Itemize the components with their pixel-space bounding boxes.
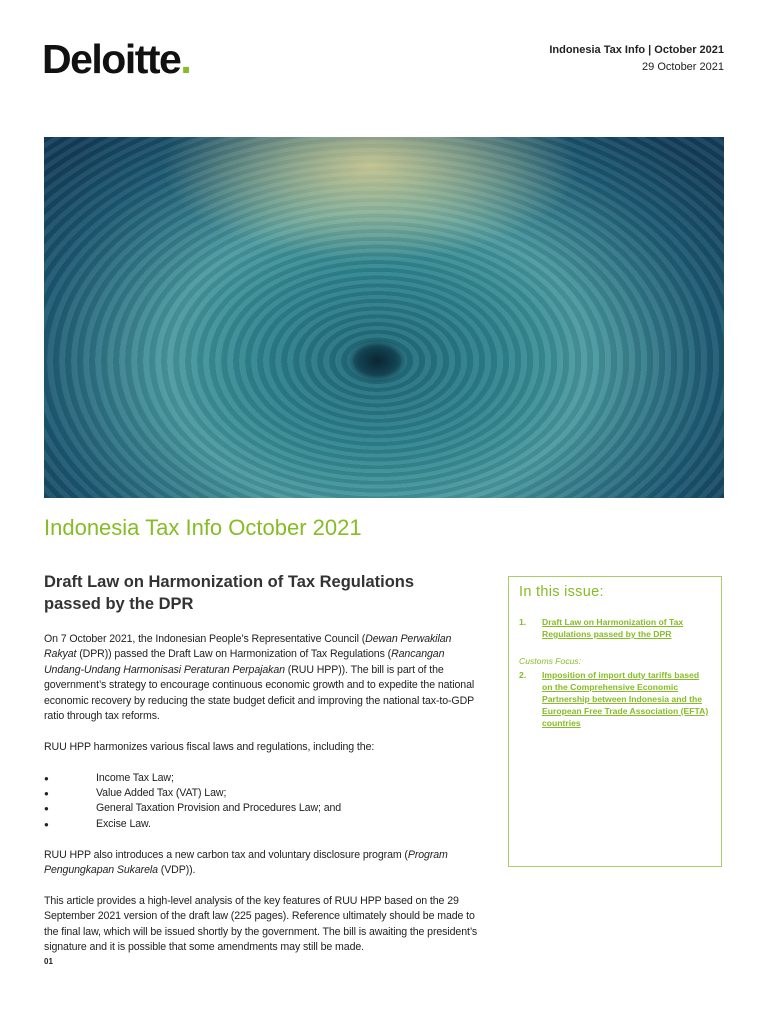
list-item: ● Value Added Tax (VAT) Law; [44, 786, 484, 801]
page-number: 01 [44, 957, 53, 967]
paragraph-3 [44, 848, 484, 879]
text-segment: RUU HPP also introduces a new carbon tax and voluntary disclosure program ( [44, 848, 408, 861]
text-segment: On 7 October 2021, the Indonesian People’s Representative Council ( [44, 633, 366, 645]
section-label: Customs Focus: [519, 656, 582, 666]
issue-number: 1. [519, 617, 527, 627]
header-info: Indonesia Tax Info | October 2021 29 October 2021 [549, 42, 724, 76]
article-body [44, 632, 484, 967]
italic-term: Dewan Perwakilan Rakyat [44, 633, 452, 661]
paragraph-4: This article provides a high-level analysis of the key features of RUU HPP based on the 29 September 2021 version of the draft law (225 pages). Reference ultimately should be made to the final law, which will be issued shortly by the government. The bill is awaiting the president’s signature and it is possible that some amendments may still be made. [44, 894, 478, 954]
italic-term: Rancangan Undang-Undang Harmonisasi Peraturan Perpajakan [44, 648, 445, 676]
text-segment: (VDP)). [157, 864, 196, 877]
issue-number: 2. [519, 670, 527, 680]
paragraph-1 [44, 632, 484, 724]
issue-link-2[interactable]: Imposition of import duty tariffs based on the Comprehensive Economic Partnership between Indonesia and the European Free Trade Association (EFTA) countries [542, 670, 709, 728]
page-title: Indonesia Tax Info October 2021 [44, 515, 362, 540]
deloitte-logo: Deloitte. [42, 36, 191, 82]
list-item: ● Excise Law. [44, 817, 484, 832]
in-this-issue-box [508, 576, 722, 867]
issue-item [519, 669, 711, 729]
list-item: ● General Taxation Provision and Procedures Law; and [44, 801, 484, 816]
paragraph-2: RUU HPP harmonizes various fiscal laws and regulations, including the: [44, 740, 375, 753]
issue-item [519, 616, 711, 640]
hero-image-ripple [44, 137, 724, 498]
list-item: ● Income Tax Law; [44, 771, 484, 786]
text-segment: (DPR)) passed the Draft Law on Harmonization of Tax Regulations ( [76, 648, 392, 661]
in-this-issue-heading: In this issue: [519, 584, 604, 600]
italic-term: Program Pengungkapan Sukarela [44, 848, 448, 877]
date: 29 October 2021 [642, 61, 724, 73]
text-segment: (RUU HPP)). The bill is part of the government’s strategy to encourage continuous economic growth and to expedite the national economic recovery by reducing the state budget deficit and improving the national tax-to-GDP ratio through tax reforms. [44, 663, 475, 723]
law-list [44, 771, 484, 833]
issue-link-1[interactable]: Draft Law on Harmonization of Tax Regulations passed by the DPR [542, 617, 684, 639]
article-title: Draft Law on Harmonization of Tax Regulations passed by the DPR [44, 573, 415, 613]
